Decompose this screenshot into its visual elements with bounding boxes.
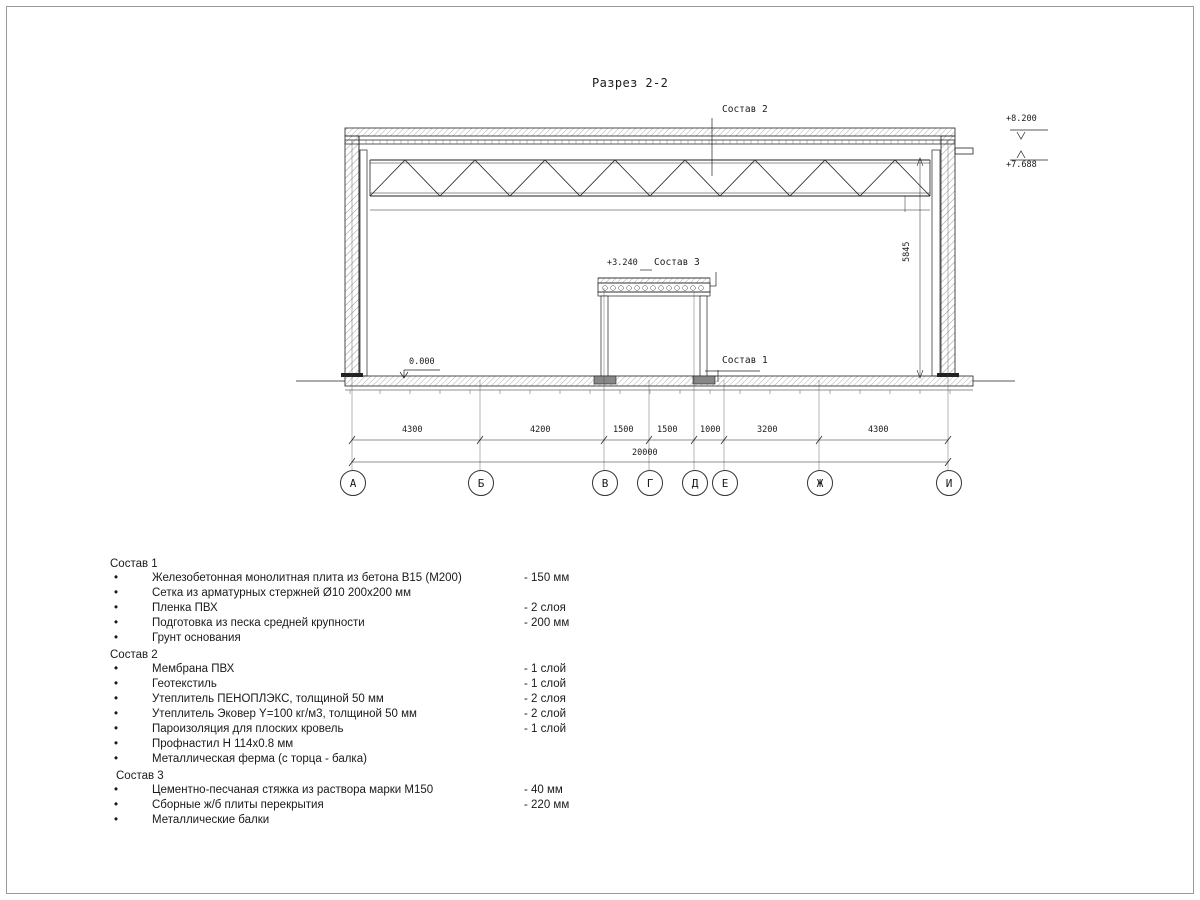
spec-item-value: - 1 слой <box>524 723 567 735</box>
dimension-span-1: 4300 <box>402 425 423 435</box>
dimension-span-2: 4200 <box>530 425 551 435</box>
spec-item-text: Железобетонная монолитная плита из бетона В15 (М200) <box>152 572 462 584</box>
spec-item-text: Подготовка из песка средней крупности <box>152 617 365 629</box>
bullet-icon: • <box>114 678 119 690</box>
axis-marker-g: Г <box>637 470 663 496</box>
list-item <box>110 631 730 646</box>
spec-item-text: Пленка ПВХ <box>152 602 218 614</box>
spec-item-value: - 200 мм <box>524 617 570 629</box>
dimension-height-5845: 5845 <box>902 241 912 262</box>
label-sostav-3: Состав 3 <box>654 257 700 268</box>
level-8-200: +8.200 <box>1006 114 1037 124</box>
spec-item-value: - 150 мм <box>524 572 570 584</box>
label-sostav-1: Состав 1 <box>722 355 768 366</box>
dimension-span-7: 4300 <box>868 425 889 435</box>
spec-item-text: Геотекстиль <box>152 678 217 690</box>
spec-item-text: Сборные ж/б плиты перекрытия <box>152 799 324 811</box>
spec-item-list <box>110 571 730 646</box>
spec-item-value: - 2 слой <box>524 708 567 720</box>
spec-item-text: Металлическая ферма (с торца - балка) <box>152 753 367 765</box>
bullet-icon: • <box>114 799 119 811</box>
spec-group-title: Состав 1 <box>110 558 158 570</box>
spec-group-title: Состав 2 <box>110 649 158 661</box>
list-item <box>110 692 730 707</box>
list-item <box>110 707 730 722</box>
level-3-240: +3.240 <box>607 258 638 268</box>
bullet-icon: • <box>114 738 119 750</box>
bullet-icon: • <box>114 587 119 599</box>
page-title: Разрез 2-2 <box>592 76 669 90</box>
spec-group-title: Состав 3 <box>116 770 164 782</box>
level-7-688: +7.688 <box>1006 160 1037 170</box>
list-item <box>110 737 730 752</box>
spec-item-text: Профнастил Н 114х0.8 мм <box>152 738 294 750</box>
spec-item-value: - 1 слой <box>524 663 567 675</box>
spec-item-text: Металлические балки <box>152 814 270 826</box>
bullet-icon: • <box>114 753 119 765</box>
spec-item-value: - 2 слоя <box>524 693 566 705</box>
spec-item-text: Грунт основания <box>152 632 241 644</box>
spec-group <box>110 770 730 828</box>
bullet-icon: • <box>114 602 119 614</box>
spec-item-list <box>110 783 730 828</box>
bullet-icon: • <box>114 617 119 629</box>
dimension-span-4: 1500 <box>657 425 678 435</box>
list-item <box>110 677 730 692</box>
axis-marker-v: В <box>592 470 618 496</box>
spec-item-text: Сетка из арматурных стержней Ø10 200х200 мм <box>152 587 411 599</box>
list-item <box>110 601 730 616</box>
axis-marker-e: Е <box>712 470 738 496</box>
axis-marker-i: И <box>936 470 962 496</box>
spec-item-text: Утеплитель Эковер Y=100 кг/м3, толщиной 50 мм <box>152 708 417 720</box>
spec-item-value: - 220 мм <box>524 799 570 811</box>
bullet-icon: • <box>114 572 119 584</box>
list-item <box>110 783 730 798</box>
axis-marker-zh: Ж <box>807 470 833 496</box>
dimension-span-6: 3200 <box>757 425 778 435</box>
bullet-icon: • <box>114 708 119 720</box>
spec-item-value: - 2 слоя <box>524 602 566 614</box>
spec-item-value: - 40 мм <box>524 784 563 796</box>
bullet-icon: • <box>114 723 119 735</box>
axis-marker-b: Б <box>468 470 494 496</box>
spec-item-text: Мембрана ПВХ <box>152 663 235 675</box>
list-item <box>110 662 730 677</box>
label-sostav-2: Состав 2 <box>722 104 768 115</box>
spec-item-text: Пароизоляция для плоских кровель <box>152 723 344 735</box>
bullet-icon: • <box>114 784 119 796</box>
spec-group <box>110 649 730 767</box>
bullet-icon: • <box>114 632 119 644</box>
dimension-total: 20000 <box>632 448 658 458</box>
spec-group <box>110 558 730 646</box>
list-item <box>110 722 730 737</box>
spec-item-value: - 1 слой <box>524 678 567 690</box>
dimension-span-5: 1000 <box>700 425 721 435</box>
list-item <box>110 798 730 813</box>
bullet-icon: • <box>114 814 119 826</box>
bullet-icon: • <box>114 693 119 705</box>
spec-item-list <box>110 662 730 767</box>
axis-marker-a: А <box>340 470 366 496</box>
level-0-000: 0.000 <box>409 357 435 367</box>
bullet-icon: • <box>114 663 119 675</box>
list-item <box>110 616 730 631</box>
spec-item-text: Цементно-песчаная стяжка из раствора марки М150 <box>152 784 434 796</box>
list-item <box>110 813 730 828</box>
axis-marker-d: Д <box>682 470 708 496</box>
list-item <box>110 586 730 601</box>
specification-legend <box>110 558 730 831</box>
spec-item-text: Утеплитель ПЕНОПЛЭКС, толщиной 50 мм <box>152 693 384 705</box>
list-item <box>110 571 730 586</box>
list-item <box>110 752 730 767</box>
dimension-span-3: 1500 <box>613 425 634 435</box>
